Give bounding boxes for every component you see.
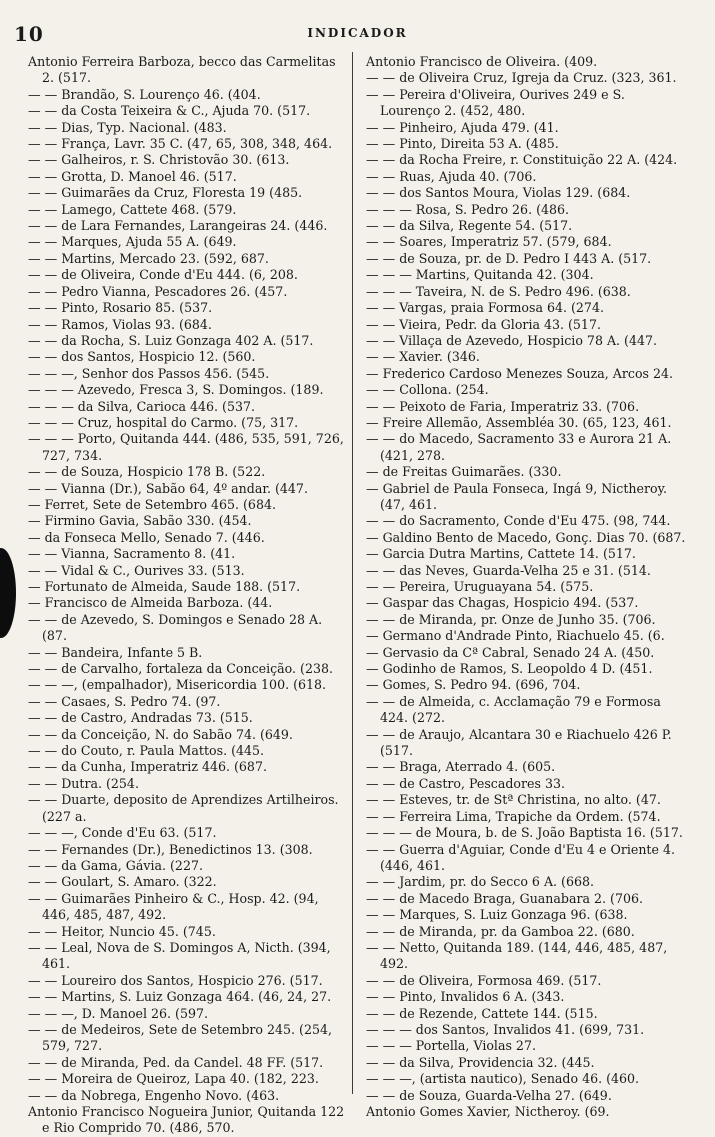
- directory-entry: — — Pinto, Direita 53 A. (485.: [366, 136, 559, 152]
- directory-entry: — — Guimarães da Cruz, Floresta 19 (485.: [28, 185, 303, 201]
- directory-entry: — — — Martins, Quitanda 42. (304.: [366, 267, 594, 283]
- directory-entry: — — Moreira de Queiroz, Lapa 40. (182, 223.: [28, 1071, 319, 1087]
- directory-entry: — Firmino Gavia, Sabão 330. (454.: [28, 513, 252, 529]
- directory-entry: Antonio Francisco Nogueira Junior, Quitanda 122 e Rio Comprido 70. (486, 570.: [28, 1104, 345, 1136]
- directory-entry: — — Xavier. (346.: [366, 349, 480, 365]
- directory-entry: — — Guimarães Pinheiro & C., Hosp. 42. (94, 446, 485, 487, 492.: [28, 890, 319, 923]
- page-number: 10: [14, 22, 44, 46]
- directory-entry: — — do Macedo, Sacramento 33 e Aurora 21 A. (421, 278.: [366, 431, 672, 463]
- directory-entry: — de Freitas Guimarães. (330.: [366, 464, 562, 480]
- directory-entry: — Gabriel de Paula Fonseca, Ingá 9, Nictheroy. (47, 461.: [366, 480, 668, 512]
- directory-entry: — — de Miranda, pr. Onze de Junho 35. (706.: [366, 611, 656, 627]
- directory-entry: — — da Cunha, Imperatriz 446. (687.: [28, 759, 267, 775]
- directory-entry: — — Vargas, praia Formosa 64. (274.: [366, 300, 604, 316]
- directory-entry: — — de Lara Fernandes, Larangeiras 24. (446.: [28, 218, 328, 234]
- directory-entry: — — Fernandes (Dr.), Benedictinos 13. (308.: [28, 841, 313, 857]
- directory-entry: — — Guerra d'Aguiar, Conde d'Eu 4 e Oriente 4. (446, 461.: [366, 841, 675, 873]
- directory-entry: — — da Rocha, S. Luiz Gonzaga 402 A. (517.: [28, 332, 314, 348]
- directory-entry: — — de Miranda, Ped. da Candel. 48 FF. (517.: [28, 1054, 324, 1070]
- directory-entry: — — de Carvalho, fortaleza da Conceição. (238.: [28, 661, 334, 677]
- directory-entry: — Frederico Cardoso Menezes Souza, Arcos 24.: [366, 365, 674, 381]
- directory-entry: Antonio Francisco de Oliveira. (409.: [366, 54, 598, 69]
- directory-entry: — — Leal, Nova de S. Domingos A, Nicth. (394, 461.: [28, 939, 331, 972]
- directory-entry: — — Soares, Imperatriz 57. (579, 684.: [366, 234, 612, 250]
- directory-entry: — — dos Santos Moura, Violas 129. (684.: [366, 185, 631, 201]
- directory-entry: — — —, (empalhador), Misericordia 100. (618.: [28, 677, 327, 693]
- directory-entry: — — Netto, Quitanda 189. (144, 446, 485, 487, 492.: [366, 939, 668, 972]
- directory-entry: — — Duarte, deposito de Aprendizes Artilheiros. (227 a.: [28, 792, 339, 824]
- directory-entry: — — — da Silva, Carioca 446. (537.: [28, 398, 256, 414]
- directory-entry: — — Peixoto de Faria, Imperatriz 33. (706.: [366, 398, 640, 414]
- directory-entry: — — Ramos, Violas 93. (684.: [28, 316, 212, 332]
- directory-entry: — — Goulart, S. Amaro. (322.: [28, 874, 217, 890]
- directory-entry: — Fortunato de Almeida, Saude 188. (517.: [28, 579, 301, 594]
- directory-entry: — — Pinheiro, Ajuda 479. (41.: [366, 119, 559, 135]
- directory-entry: — — Dias, Typ. Nacional. (483.: [28, 119, 227, 135]
- directory-entry: — — de Azevedo, S. Domingos e Senado 28 A. (87.: [28, 611, 323, 644]
- directory-entry: — — de Medeiros, Sete de Setembro 245. (254, 579, 727.: [28, 1021, 332, 1054]
- directory-entry: — — Ruas, Ajuda 40. (706.: [366, 168, 537, 184]
- directory-entry: — — Marques, Ajuda 55 A. (649.: [28, 234, 237, 250]
- directory-entry: — — —, Senhor dos Passos 456. (545.: [28, 365, 270, 381]
- column-divider: [352, 52, 353, 1094]
- directory-entry: — — da Silva, Providencia 32. (445.: [366, 1054, 595, 1070]
- directory-entry: — — de Almeida, c. Acclamação 79 e Formosa 424. (272.: [366, 693, 661, 726]
- running-head: INDICADOR: [307, 26, 408, 40]
- directory-entry: — da Fonseca Mello, Senado 7. (446.: [28, 529, 265, 545]
- directory-entry: — — Lamego, Cattete 468. (579.: [28, 201, 237, 217]
- directory-entry: Antonio Ferreira Barboza, becco das Carmelitas 2. (517.: [28, 54, 336, 86]
- directory-entry: — — de Oliveira, Conde d'Eu 444. (6, 208.: [28, 267, 298, 283]
- directory-entry: — — Vianna (Dr.), Sabão 64, 4º andar. (447.: [28, 480, 308, 496]
- directory-entry: — — — Taveira, N. de S. Pedro 496. (638.: [366, 283, 631, 299]
- directory-entry: — — Dutra. (254.: [28, 775, 139, 791]
- directory-entry: — Galdino Bento de Macedo, Gonç. Dias 70. (687.: [366, 529, 686, 545]
- directory-entry: — — de Souza, pr. de D. Pedro I 443 A. (517.: [366, 250, 652, 266]
- directory-entry: — — Grotta, D. Manoel 46. (517.: [28, 168, 237, 184]
- directory-entry: — — de Souza, Guarda-Velha 27. (649.: [366, 1087, 612, 1103]
- directory-entry: — — —, D. Manoel 26. (597.: [28, 1005, 209, 1021]
- directory-entry: — — Heitor, Nuncio 45. (745.: [28, 923, 216, 939]
- directory-entry: — — Bandeira, Infante 5 B.: [28, 644, 203, 660]
- directory-entry: — — Braga, Aterrado 4. (605.: [366, 759, 556, 775]
- directory-entry: — Gaspar das Chagas, Hospicio 494. (537.: [366, 595, 639, 611]
- directory-entry: — Godinho de Ramos, S. Leopoldo 4 D. (451.: [366, 661, 653, 677]
- directory-entry: — — Ferreira Lima, Trapiche da Ordem. (574.: [366, 808, 661, 824]
- directory-entry: — — de Souza, Hospicio 178 B. (522.: [28, 464, 266, 480]
- directory-entry: — — — Azevedo, Fresca 3, S. Domingos. (189.: [28, 382, 324, 398]
- directory-entry: — — Pedro Vianna, Pescadores 26. (457.: [28, 283, 288, 299]
- directory-entry: — — de Araujo, Alcantara 30 e Riachuelo 426 P. (517.: [366, 726, 672, 759]
- directory-entry: — — da Silva, Regente 54. (517.: [366, 218, 573, 234]
- directory-entry: — Gervasio da Cª Cabral, Senado 24 A. (450.: [366, 644, 655, 660]
- directory-entry: — — da Rocha Freire, r. Constituição 22 A. (424.: [366, 152, 678, 168]
- directory-entry: — — da Costa Teixeira & C., Ajuda 70. (517.: [28, 103, 311, 119]
- directory-entry: — — Collona. (254.: [366, 382, 489, 398]
- directory-entry: — — — Rosa, S. Pedro 26. (486.: [366, 201, 570, 217]
- directory-entry: — — — de Moura, b. de S. João Baptista 16. (517.: [366, 825, 683, 841]
- directory-entry: — — —, Conde d'Eu 63. (517.: [28, 825, 217, 841]
- directory-entry: — — de Oliveira Cruz, Igreja da Cruz. (323, 361.: [366, 70, 677, 86]
- directory-entry: — — Villaça de Azevedo, Hospicio 78 A. (447.: [366, 332, 658, 348]
- directory-entry: — — Martins, Mercado 23. (592, 687.: [28, 250, 269, 266]
- directory-entry: — — de Castro, Pescadores 33.: [366, 775, 565, 791]
- directory-entry: — — Esteves, tr. de Stª Christina, no alto. (47.: [366, 792, 661, 808]
- directory-entry: — — Pinto, Invalidos 6 A. (343.: [366, 989, 565, 1005]
- directory-entry: — — das Neves, Guarda-Velha 25 e 31. (514.: [366, 562, 651, 578]
- directory-entry: — — da Gama, Gávia. (227.: [28, 857, 203, 873]
- directory-entry: — — Galheiros, r. S. Christovão 30. (613.: [28, 152, 290, 168]
- directory-entry: — Francisco de Almeida Barboza. (44.: [28, 595, 273, 611]
- directory-entry: — — Marques, S. Luiz Gonzaga 96. (638.: [366, 907, 628, 923]
- directory-entry: — Garcia Dutra Martins, Cattete 14. (517.: [366, 546, 636, 562]
- binding-hole: [0, 548, 16, 638]
- directory-entry: — — Vianna, Sacramento 8. (41.: [28, 546, 236, 562]
- left-column: [28, 54, 348, 1137]
- directory-entry: — — França, Lavr. 35 C. (47, 65, 308, 348, 464.: [28, 136, 333, 152]
- directory-entry: — — Loureiro dos Santos, Hospicio 276. (517.: [28, 972, 323, 988]
- directory-entry: — — do Couto, r. Paula Mattos. (445.: [28, 743, 265, 759]
- directory-entry: — — Martins, S. Luiz Gonzaga 464. (46, 24, 27.: [28, 989, 332, 1005]
- directory-entry: — — — Portella, Violas 27.: [366, 1038, 536, 1054]
- directory-entry: — — Jardim, pr. do Secco 6 A. (668.: [366, 874, 595, 890]
- directory-entry: — — de Macedo Braga, Guanabara 2. (706.: [366, 890, 644, 906]
- directory-entry: — — do Sacramento, Conde d'Eu 475. (98, 744.: [366, 513, 671, 529]
- directory-entry: — — Vidal & C., Ourives 33. (513.: [28, 562, 245, 578]
- directory-entry: — — — dos Santos, Invalidos 41. (699, 731.: [366, 1021, 645, 1037]
- directory-entry: — — Casaes, S. Pedro 74. (97.: [28, 693, 221, 709]
- directory-entry: — — Pereira, Uruguayana 54. (575.: [366, 579, 594, 594]
- directory-entry: — — da Conceição, N. do Sabão 74. (649.: [28, 726, 293, 742]
- directory-entry: — — de Miranda, pr. da Gamboa 22. (680.: [366, 923, 635, 939]
- directory-entry: Antonio Gomes Xavier, Nictheroy. (69.: [366, 1104, 610, 1119]
- directory-entry: — — Pinto, Rosario 85. (537.: [28, 300, 213, 316]
- directory-entry: — Freire Allemão, Assembléa 30. (65, 123, 461.: [366, 414, 672, 430]
- directory-entry: — — —, (artista nautico), Senado 46. (460.: [366, 1071, 640, 1087]
- directory-entry: — — Pereira d'Oliveira, Ourives 249 e S. Lourenço 2. (452, 480.: [366, 86, 625, 119]
- directory-entry: — — dos Santos, Hospicio 12. (560.: [28, 349, 256, 365]
- directory-entry: — — Vieira, Pedr. da Gloria 43. (517.: [366, 316, 601, 332]
- directory-entry: — Gomes, S. Pedro 94. (696, 704.: [366, 677, 581, 693]
- directory-entry: — Ferret, Sete de Setembro 465. (684.: [28, 496, 276, 512]
- right-column: [366, 54, 686, 1120]
- page-header: [0, 18, 715, 48]
- directory-entry: — — de Castro, Andradas 73. (515.: [28, 710, 253, 726]
- directory-entry: — — Brandão, S. Lourenço 46. (404.: [28, 86, 261, 102]
- directory-entry: — — da Nobrega, Engenho Novo. (463.: [28, 1087, 280, 1103]
- directory-entry: — — — Cruz, hospital do Carmo. (75, 317.: [28, 414, 299, 430]
- directory-entry: — — — Porto, Quitanda 444. (486, 535, 591, 726, 727, 734.: [28, 431, 344, 463]
- directory-entry: — — de Rezende, Cattete 144. (515.: [366, 1005, 598, 1021]
- directory-entry: — — de Oliveira, Formosa 469. (517.: [366, 972, 602, 988]
- directory-entry: — Germano d'Andrade Pinto, Riachuelo 45. (6.: [366, 628, 665, 644]
